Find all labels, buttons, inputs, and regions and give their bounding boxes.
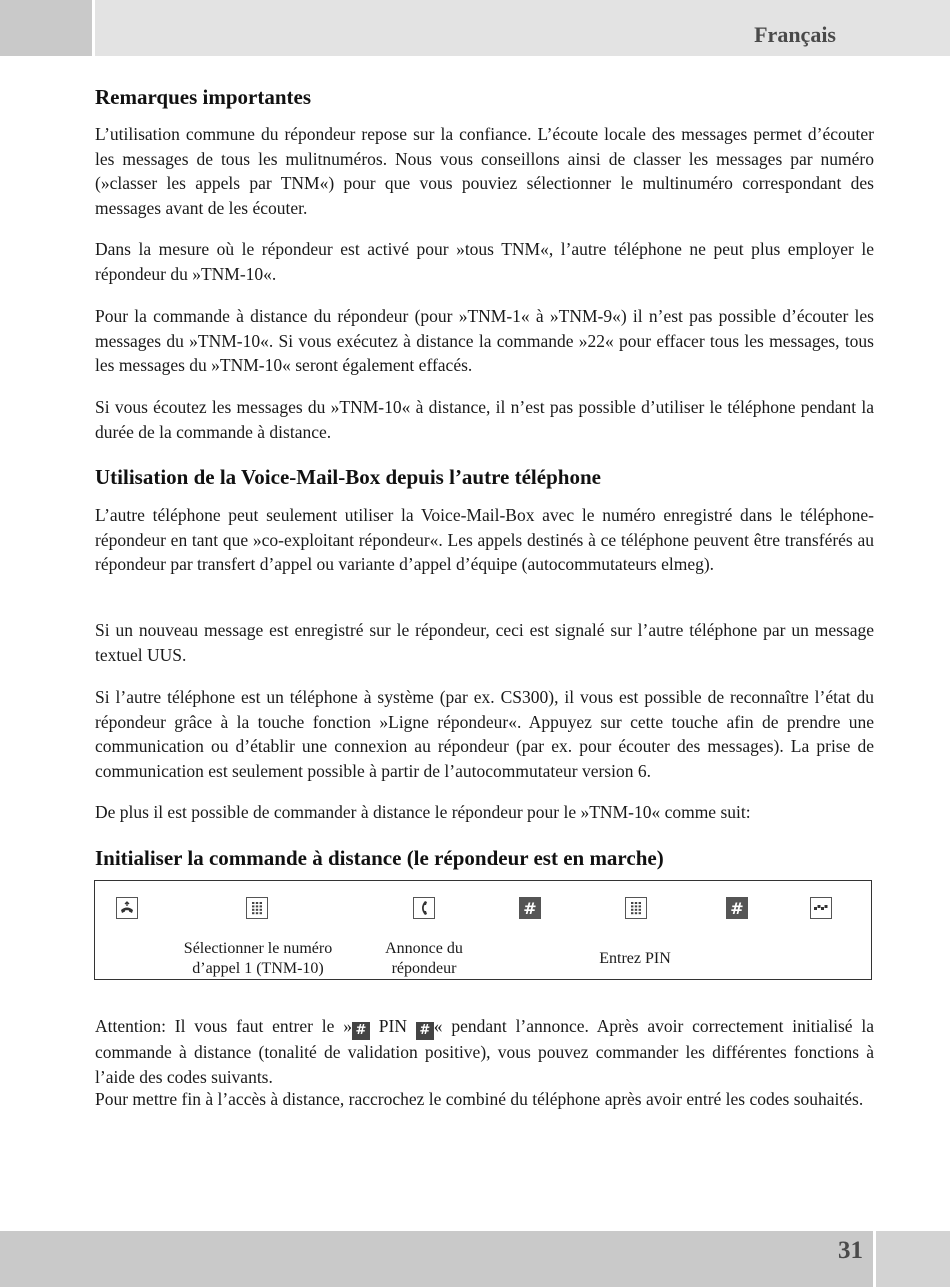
- keypad-icon: [246, 897, 268, 919]
- attention-text-continued: « pendant l’annonce. Après avoir correctement initialisé la commande à distance (tonalité de validation positive), vous pouvez commander les différentes fonctions à l’aide des codes suivants.: [95, 1016, 874, 1087]
- attention-paragraph: [95, 1014, 874, 1089]
- paragraph: Pour la commande à distance du répondeur (pour »TNM-1« à »TNM-9«) il n’est pas possible d’écouter les messages du »TNM-10«. Si vous exécutez à distance la commande »22« pour effacer tous les messages, tous les messages du »TNM-10« seront également effacés.: [95, 306, 874, 375]
- hash-key-icon: #: [519, 897, 541, 919]
- section-title-remote-init: Initialiser la commande à distance (le répondeur est en marche): [95, 846, 664, 870]
- hash-key-icon: #: [416, 1022, 434, 1040]
- paragraph: Dans la mesure où le répondeur est activé pour »tous TNM«, l’autre téléphone ne peut plus employer le répondeur du »TNM-10«.: [95, 239, 874, 284]
- step-label-select-number: Sélectionner le numéro d’appel 1 (TNM-10): [183, 940, 333, 977]
- paragraph: Si vous écoutez les messages du »TNM-10« à distance, il n’est pas possible d’utiliser le téléphone pendant la durée de la commande à distance.: [95, 397, 874, 442]
- paragraph: L’autre téléphone peut seulement utiliser la Voice-Mail-Box avec le numéro enregistré dans le téléphone-répondeur en tant que »co-exploitant répondeur«. Les appels destinés à ce téléphone peuvent être transférés au répondeur par transfert d’appel ou variante d’appel d’équipe (autocommutateurs elmeg).: [95, 505, 874, 574]
- announcement-icon: [413, 897, 435, 919]
- hash-key-icon: #: [726, 897, 748, 919]
- remote-init-steps-box: [94, 880, 872, 980]
- language-label: Français: [754, 22, 836, 47]
- paragraph: De plus il est possible de commander à distance le répondeur pour le »TNM-10« comme suit:: [95, 802, 751, 822]
- closing-paragraph: Pour mettre fin à l’accès à distance, raccrochez le combiné du téléphone après avoir entré les codes souhaités.: [95, 1089, 864, 1109]
- step-label-announcement: Annonce du répondeur: [385, 940, 463, 977]
- footer-bar: [0, 1231, 873, 1287]
- hash-key-icon: #: [352, 1022, 370, 1040]
- attention-pin-text: PIN: [369, 1016, 416, 1036]
- paragraph: L’utilisation commune du répondeur repose sur la confiance. L’écoute locale des messages permet d’écouter les messages de tous les mulitnuméros. Nous vous conseillons ainsi de classer les messages par numéro (»classer les appels par TNM«) pour que vous pouviez sélectionner le multinuméro correspondant des messages avant de les écouter.: [95, 124, 874, 218]
- keypad-icon: [625, 897, 647, 919]
- attention-text: Attention: Il vous faut entrer le »: [95, 1016, 352, 1036]
- section-title-remarks: Remarques importantes: [95, 85, 312, 109]
- paragraph: Si l’autre téléphone est un téléphone à système (par ex. CS300), il vous est possible de reconnaître l’état du répondeur grâce à la touche fonction »Ligne répondeur«. Appuyez sur cette touche afin de prendre une communication ou d’établir une connexion au répondeur (par ex. pour écouter des messages). La prise de communication est seulement possible à partir de l’autocommutateur version 6.: [95, 687, 874, 781]
- lift-handset-icon: [116, 897, 138, 919]
- header-side-block: [0, 0, 92, 56]
- section-title-voicemail: Utilisation de la Voice-Mail-Box depuis l’autre téléphone: [95, 465, 601, 489]
- signal-tone-icon: [810, 897, 832, 919]
- paragraph: Si un nouveau message est enregistré sur le répondeur, ceci est signalé sur l’autre téléphone par un message textuel UUS.: [95, 620, 874, 665]
- page-number: 31: [838, 1237, 863, 1264]
- step-label-enter-pin: Entrez PIN: [599, 950, 671, 967]
- footer-side-block: [876, 1231, 950, 1287]
